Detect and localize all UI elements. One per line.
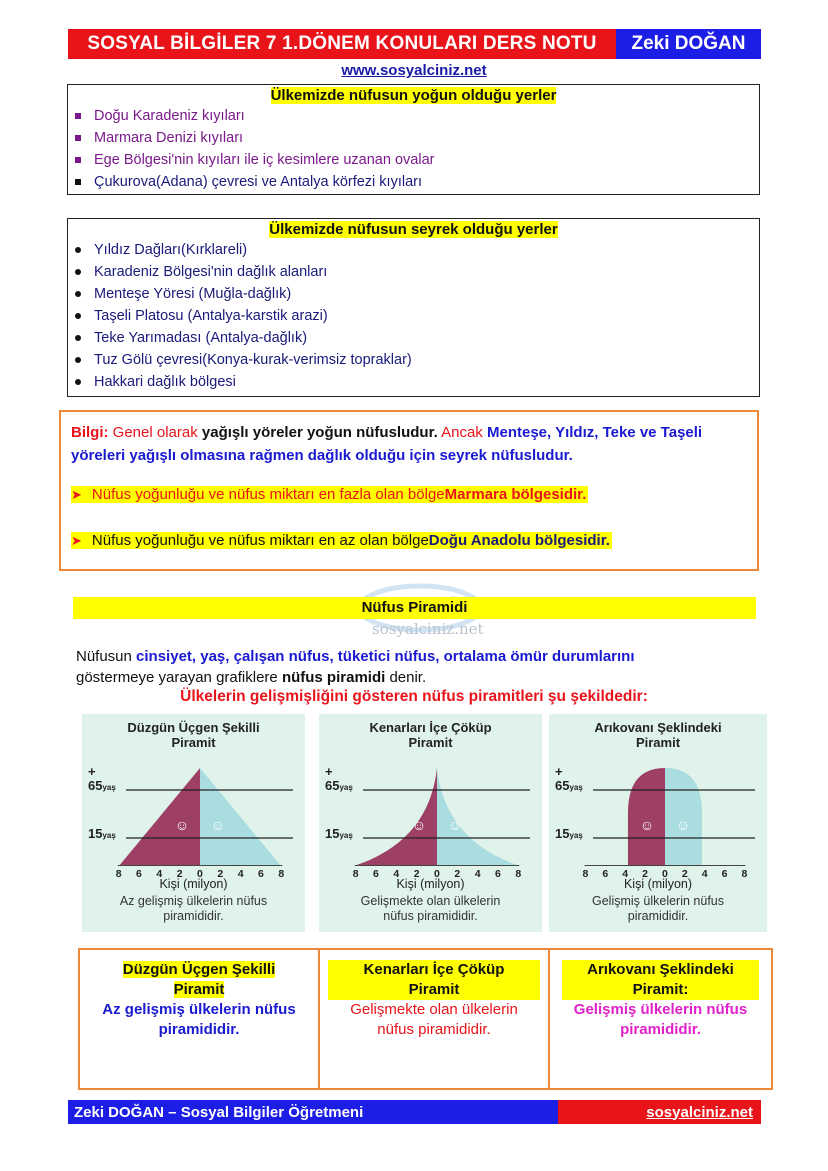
sparse-title: Ülkemizde nüfusun seyrek olduğu yerler (269, 221, 558, 238)
x-axis-label: Kişi (milyon) (159, 877, 228, 891)
def-c: göstermeye yarayan grafiklere (76, 669, 282, 686)
info-line1-a: Nüfus yoğunluğu ve nüfus miktarı en fazla olan bölge (91, 486, 445, 503)
tick-label: 0 (197, 868, 203, 880)
summary-cell-3 (550, 950, 771, 1088)
male-figure-icon: ☺ (411, 817, 427, 833)
tick-label: 4 (393, 868, 400, 880)
summary-desc-3a: Gelişmiş ülkelerin nüfus (573, 1001, 748, 1018)
dense-population-box (67, 84, 760, 195)
plus-label: + (555, 764, 563, 779)
info-line-max (71, 486, 588, 503)
summary-title-3b: Piramit: (632, 981, 689, 998)
tick-label: 6 (258, 868, 264, 880)
tick-label: 2 (454, 868, 461, 880)
def-d: nüfus piramidi (281, 669, 386, 686)
info-t3: Ancak (437, 424, 487, 441)
summary-desc-2a: Gelişmekte olan ülkelerin (350, 1001, 518, 1018)
male-figure-icon: ☺ (639, 817, 655, 833)
page-footer (68, 1100, 761, 1124)
list-item: Ege Bölgesi'nin kıyıları ile iç kesimlere uzanan ovalar (68, 149, 759, 171)
sparse-population-box (67, 218, 760, 397)
header-title: SOSYAL BİLGİLER 7 1.DÖNEM KONULARI DERS NOTU (68, 29, 616, 59)
info-line-min (71, 532, 612, 549)
site-url-link[interactable]: www.sosyalciniz.net (341, 62, 487, 79)
summary-desc-1a: Az gelişmiş ülkelerin nüfus (102, 1001, 296, 1018)
def-b: cinsiyet, yaş, çalışan nüfus, tüketici nüfus, ortalama ömür durumlarını (136, 648, 635, 665)
info-line1-b: Marmara bölgesidir. (444, 486, 587, 503)
tick-label: 4 (156, 868, 163, 880)
panel-title: Arıkovanı Şeklindeki Piramit (594, 720, 722, 750)
female-figure-icon: ☺ (675, 817, 691, 833)
summary-cell-2 (320, 950, 550, 1088)
watermark-text: sosyalciniz.net (372, 620, 484, 638)
tick-label: 4 (622, 868, 629, 880)
summary-title-2b: Piramit (408, 981, 460, 998)
female-figure-icon: ☺ (447, 817, 463, 833)
plus-label: + (88, 764, 96, 779)
summary-title-1b: Piramit (173, 981, 225, 998)
tick-label: 2 (413, 868, 420, 880)
tick-label: 6 (495, 868, 501, 880)
tick-label: 6 (721, 868, 728, 880)
summary-desc-2b: nüfus piramididir. (377, 1021, 491, 1038)
tick-label: 8 (115, 868, 122, 880)
list-item: Karadeniz Bölgesi'nin dağlık alanları (68, 261, 759, 283)
pyramid-heading: Nüfus Piramidi (73, 597, 756, 619)
summary-title-2a: Kenarları İçe Çöküp (363, 961, 505, 978)
tick-label: 2 (217, 868, 224, 880)
age-65-label: 65yaş (325, 778, 353, 793)
age-15-label: 15yaş (88, 826, 116, 841)
panel-caption: Gelişmekte olan ülkelerin nüfus piramididir. (360, 894, 501, 923)
panel-title: Düzgün Üçgen Şekilli Piramit (127, 720, 260, 750)
list-item: Marmara Denizi kıyıları (68, 127, 759, 149)
dense-title: Ülkemizde nüfusun yoğun olduğu yerler (270, 87, 557, 104)
list-item: Tuz Gölü çevresi(Konya-kurak-verimsiz topraklar) (68, 349, 759, 371)
summary-title-3a: Arıkovanı Şeklindeki (587, 961, 734, 978)
tick-label: 2 (681, 868, 688, 880)
tick-label: 4 (237, 868, 244, 880)
info-line2-a: Nüfus yoğunluğu ve nüfus miktarı en az olan bölge (91, 532, 429, 549)
summary-box (78, 948, 773, 1090)
page-header (68, 29, 761, 59)
tick-label: 2 (642, 868, 648, 880)
list-item: Çukurova(Adana) çevresi ve Antalya körfezi kıyıları (68, 171, 759, 193)
tick-label: 4 (701, 868, 708, 880)
pyramid-panel-3 (549, 714, 767, 932)
summary-desc-1b: piramididir. (158, 1021, 240, 1038)
sparse-list (68, 239, 759, 393)
arrow-icon: ➤ (71, 532, 82, 548)
tick-label: 0 (434, 868, 440, 880)
pyramid-definition (76, 646, 776, 688)
tick-label: 2 (176, 868, 183, 880)
list-item: Taşeli Platosu (Antalya-karstik arazi) (68, 305, 759, 327)
age-15-label: 15yaş (325, 826, 353, 841)
panel-caption: Az gelişmiş ülkelerin nüfus piramididir. (119, 894, 268, 923)
list-item: Yıldız Dağları(Kırklareli) (68, 239, 759, 261)
age-15-label: 15yaş (555, 826, 583, 841)
site-url (0, 62, 828, 79)
summary-title-1a: Düzgün Üçgen Şekilli (122, 961, 276, 978)
footer-site-link[interactable]: sosyalciniz.net (558, 1100, 761, 1124)
panel-caption: Gelişmiş ülkelerin nüfus piramididir. (592, 894, 724, 923)
list-item: Hakkari dağlık bölgesi (68, 371, 759, 393)
panel-title: Kenarları İçe Çöküp Piramit (369, 720, 492, 750)
age-65-label: 65yaş (88, 778, 116, 793)
summary-desc-3b: piramididir. (620, 1021, 701, 1038)
pyramid-panel-1 (82, 714, 305, 932)
female-figure-icon: ☺ (210, 817, 226, 833)
dense-list (68, 105, 759, 193)
list-item: Teke Yarımadası (Antalya-dağlık) (68, 327, 759, 349)
info-line2-b: Doğu Anadolu bölgesidir. (428, 532, 610, 549)
def-a: Nüfusun (76, 648, 137, 665)
list-item: Doğu Karadeniz kıyıları (68, 105, 759, 127)
def-e: denir. (385, 669, 427, 686)
tick-label: 8 (352, 868, 359, 880)
info-t1: Genel olarak (108, 424, 202, 441)
info-t2: yağışlı yöreler yoğun nüfusludur. (201, 424, 438, 441)
info-t4: Menteşe, Yıldız, Teke ve Taşeli yöreleri yağışlı olmasına rağmen dağlık olduğu için seyrek nüfusludur. (71, 424, 703, 464)
tick-label: 8 (515, 868, 522, 880)
tick-label: 6 (373, 868, 379, 880)
pyramid-subheading: Ülkelerin gelişmişliğini gösteren nüfus piramitleri şu şekildedir: (180, 688, 648, 705)
tick-label: 0 (662, 868, 668, 880)
info-box (59, 410, 759, 571)
footer-author: Zeki DOĞAN – Sosyal Bilgiler Öğretmeni (68, 1100, 558, 1124)
tick-label: 8 (278, 868, 285, 880)
tick-label: 6 (602, 868, 609, 880)
tick-label: 4 (474, 868, 481, 880)
summary-cell-1 (80, 950, 320, 1088)
header-author: Zeki DOĞAN (616, 29, 761, 59)
plus-label: + (325, 764, 333, 779)
list-item: Menteşe Yöresi (Muğla-dağlık) (68, 283, 759, 305)
tick-label: 6 (136, 868, 142, 880)
tick-label: 8 (741, 868, 748, 880)
male-figure-icon: ☺ (174, 817, 190, 833)
x-axis-label: Kişi (milyon) (623, 877, 693, 891)
info-label: Bilgi: (71, 424, 109, 441)
age-65-label: 65yaş (555, 778, 583, 793)
info-text (61, 412, 757, 467)
arrow-icon: ➤ (71, 486, 82, 502)
tick-label: 8 (582, 868, 589, 880)
pyramid-panel-2 (319, 714, 542, 932)
x-axis-label: Kişi (milyon) (396, 877, 465, 891)
